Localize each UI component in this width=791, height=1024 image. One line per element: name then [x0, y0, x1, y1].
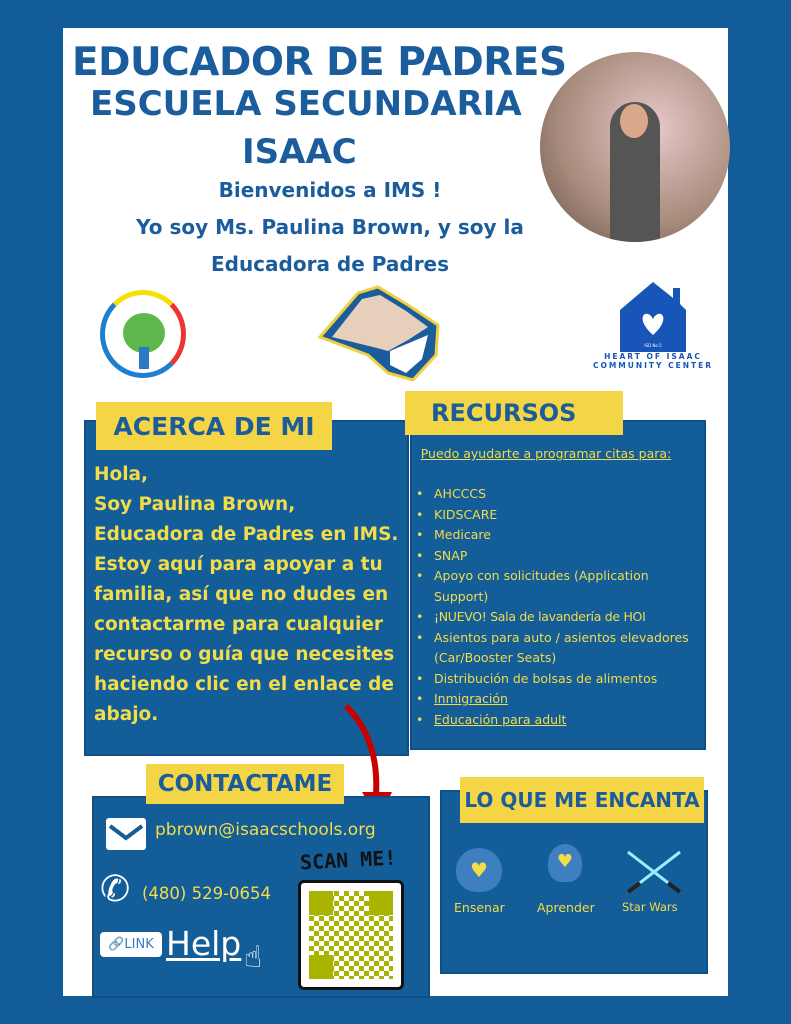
- love-item-starwars: Star Wars: [622, 900, 678, 914]
- link-badge-label: LINK: [124, 937, 154, 952]
- intro-line: Bienvenidos a IMS !: [218, 178, 442, 202]
- hoi-subtitle: COMMUNITY CENTER: [592, 361, 714, 370]
- hoi-logo: [592, 280, 714, 378]
- love-item-teach: Ensenar: [454, 900, 505, 915]
- resources-list: [414, 484, 706, 730]
- resource-item: • Distribución de bolsas de alimentos: [414, 669, 706, 690]
- help-link[interactable]: Help: [166, 924, 242, 963]
- lightsaber-icon: [624, 848, 684, 900]
- profile-photo: [540, 52, 730, 242]
- link-badge[interactable]: 🔗 LINK: [100, 932, 162, 957]
- about-heading: ACERCA DE MI: [96, 402, 332, 450]
- district-logo: [100, 290, 186, 378]
- resource-item: • Asientos para auto / asientos elevadores (Car/Booster Seats): [414, 628, 706, 669]
- hoi-name: HEART OF ISAAC: [604, 352, 702, 361]
- about-line: Hola,: [94, 464, 149, 485]
- resource-link-immigration[interactable]: • Inmigración: [414, 689, 706, 710]
- email-icon: [106, 818, 146, 850]
- resource-item: • Medicare: [414, 525, 706, 546]
- resource-item: • AHCCCS: [414, 484, 706, 505]
- title-school: ESCUELA SECUNDARIA: [90, 84, 522, 124]
- title-main: EDUCADOR DE PADRES: [72, 40, 567, 85]
- email-link[interactable]: pbrown@isaacschools.org: [155, 820, 376, 840]
- resources-heading: RECURSOS: [405, 391, 623, 435]
- resource-item: • SNAP: [414, 546, 706, 567]
- resource-item: • ¡NUEVO! Sala de lavandería de HOI: [414, 607, 706, 628]
- hoi-small-text: ISD No.5: [644, 343, 662, 348]
- about-line: contactarme para cualquier: [94, 614, 384, 635]
- intro-line: Yo soy Ms. Paulina Brown, y soy la: [136, 215, 524, 239]
- about-line: abajo.: [94, 704, 159, 725]
- title-isaac: ISAAC: [242, 132, 357, 172]
- lightbulb-heart-icon: ♥: [548, 844, 582, 882]
- love-item-learn: Aprender: [537, 900, 595, 915]
- apple-heart-icon: ♥: [456, 848, 502, 892]
- qr-code[interactable]: [298, 880, 404, 990]
- about-line: Educadora de Padres en IMS.: [94, 524, 399, 545]
- pointer-hand-icon: ☝: [244, 940, 263, 975]
- cougar-mascot-logo: [318, 285, 440, 381]
- scan-me-label: SCAN ME!: [299, 845, 397, 875]
- intro-text: [100, 172, 560, 283]
- about-line: Estoy aquí para apoyar a tu: [94, 554, 383, 575]
- about-text: [94, 460, 406, 730]
- resource-item: • Apoyo con solicitudes (Application Support): [414, 566, 706, 607]
- contact-heading: CONTACTAME: [146, 764, 344, 804]
- resource-item: • KIDSCARE: [414, 505, 706, 526]
- about-line: recurso o guía que necesites: [94, 644, 395, 665]
- intro-line: Educadora de Padres: [210, 252, 450, 276]
- phone-icon: ✆: [100, 869, 131, 910]
- loves-heading: LO QUE ME ENCANTA: [460, 777, 704, 823]
- resources-intro: Puedo ayudarte a programar citas para:: [420, 446, 672, 461]
- resource-link-adult-education[interactable]: • Educación para adult: [414, 710, 706, 731]
- about-line: Soy Paulina Brown,: [94, 494, 296, 515]
- about-line: familia, así que no dudes en: [94, 584, 389, 605]
- about-line: haciendo clic en el enlace de: [94, 674, 394, 695]
- phone-number[interactable]: (480) 529-0654: [142, 884, 272, 903]
